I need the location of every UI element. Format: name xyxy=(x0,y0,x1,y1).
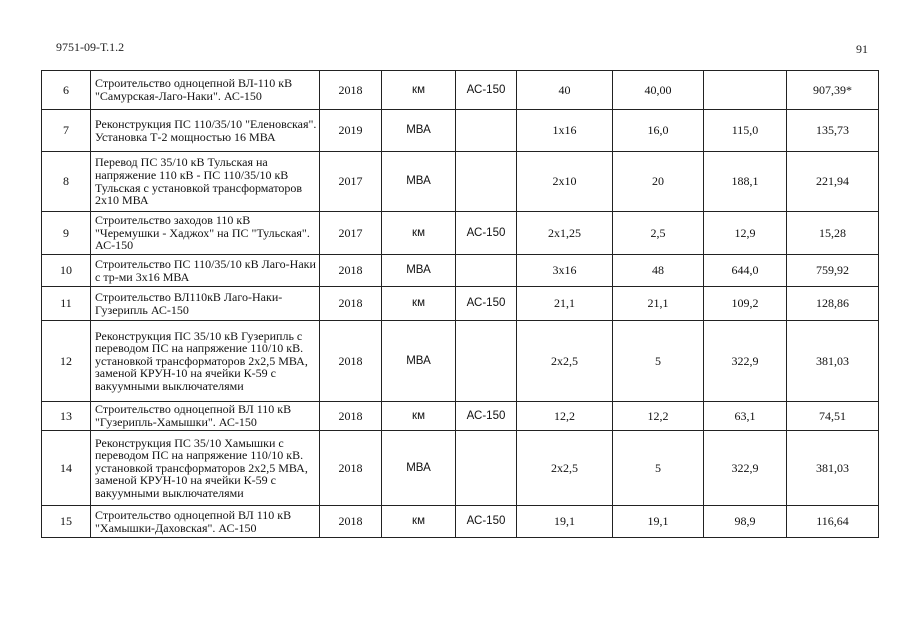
row-capacity: 2х10 xyxy=(517,152,613,212)
row-cost-current: 221,94 xyxy=(787,152,879,212)
row-unit: км xyxy=(382,402,456,431)
row-cost-base xyxy=(704,71,787,110)
document-code: 9751-09-Т.1.2 xyxy=(56,40,125,54)
row-number: 11 xyxy=(42,287,91,321)
row-number: 12 xyxy=(42,321,91,402)
row-capacity: 2х2,5 xyxy=(517,431,613,506)
row-number: 6 xyxy=(42,71,91,110)
row-cost-current: 759,92 xyxy=(787,255,879,287)
row-capacity: 1х16 xyxy=(517,110,613,152)
row-cost-base: 109,2 xyxy=(704,287,787,321)
row-number: 7 xyxy=(42,110,91,152)
row-number: 14 xyxy=(42,431,91,506)
row-unit: МВА xyxy=(382,255,456,287)
row-unit: МВА xyxy=(382,152,456,212)
row-description: Строительство ВЛ110кВ Лаго-Наки-Гузерипль АС-150 xyxy=(91,287,320,321)
row-number: 10 xyxy=(42,255,91,287)
row-capacity: 21,1 xyxy=(517,287,613,321)
row-cost-current: 116,64 xyxy=(787,506,879,538)
row-unit: км xyxy=(382,71,456,110)
row-description: Строительство заходов 110 кВ "Черемушки - Хаджох" на ПС "Тульская". АС-150 xyxy=(91,212,320,255)
row-cost-base: 98,9 xyxy=(704,506,787,538)
row-year: 2018 xyxy=(320,431,382,506)
row-unit: км xyxy=(382,212,456,255)
row-number: 15 xyxy=(42,506,91,538)
row-total: 5 xyxy=(613,431,704,506)
row-cost-base: 12,9 xyxy=(704,212,787,255)
row-total: 20 xyxy=(613,152,704,212)
row-wire-type xyxy=(456,255,517,287)
row-capacity: 19,1 xyxy=(517,506,613,538)
row-year: 2019 xyxy=(320,110,382,152)
row-total: 21,1 xyxy=(613,287,704,321)
row-unit: МВА xyxy=(382,321,456,402)
row-description: Перевод ПС 35/10 кВ Тульская на напряжение 110 кВ - ПС 110/35/10 кВ Тульская с установкой трансформаторов 2х10 МВА xyxy=(91,152,320,212)
row-total: 12,2 xyxy=(613,402,704,431)
row-unit: МВА xyxy=(382,110,456,152)
row-total: 40,00 xyxy=(613,71,704,110)
row-wire-type: АС-150 xyxy=(456,402,517,431)
row-cost-current: 907,39* xyxy=(787,71,879,110)
row-year: 2018 xyxy=(320,287,382,321)
row-unit: км xyxy=(382,287,456,321)
row-description: Реконструкция ПС 35/10 Хамышки с переводом ПС на напряжение 110/10 кВ. установкой трансформаторов 2х2,5 МВА, заменой КРУН-10 на ячейки К-59 с вакуумными выключателями xyxy=(91,431,320,506)
row-description: Строительство одноцепной ВЛ-110 кВ "Самурская-Лаго-Наки". АС-150 xyxy=(91,71,320,110)
row-cost-current: 381,03 xyxy=(787,321,879,402)
row-total: 5 xyxy=(613,321,704,402)
row-unit: МВА xyxy=(382,431,456,506)
row-description: Реконструкция ПС 110/35/10 "Еленовская". Установка Т-2 мощностью 16 МВА xyxy=(91,110,320,152)
table-row xyxy=(42,152,879,212)
table-row xyxy=(42,431,879,506)
row-capacity: 2х2,5 xyxy=(517,321,613,402)
row-year: 2018 xyxy=(320,402,382,431)
row-cost-base: 188,1 xyxy=(704,152,787,212)
row-cost-current: 74,51 xyxy=(787,402,879,431)
row-wire-type: АС-150 xyxy=(456,212,517,255)
row-cost-base: 322,9 xyxy=(704,321,787,402)
row-capacity: 40 xyxy=(517,71,613,110)
row-year: 2018 xyxy=(320,255,382,287)
row-total: 48 xyxy=(613,255,704,287)
row-description: Строительство одноцепной ВЛ 110 кВ "Гузерипль-Хамышки". АС-150 xyxy=(91,402,320,431)
row-wire-type xyxy=(456,110,517,152)
row-capacity: 12,2 xyxy=(517,402,613,431)
row-description: Реконструкция ПС 35/10 кВ Гузерипль с переводом ПС на напряжение 110/10 кВ. установкой трансформаторов 2х2,5 МВА, заменой КРУН-10 на ячейки К-59 с вакуумными выключателями xyxy=(91,321,320,402)
row-cost-current: 128,86 xyxy=(787,287,879,321)
row-total: 19,1 xyxy=(613,506,704,538)
row-cost-base: 322,9 xyxy=(704,431,787,506)
row-unit: км xyxy=(382,506,456,538)
row-year: 2017 xyxy=(320,152,382,212)
table-row xyxy=(42,321,879,402)
table-row xyxy=(42,255,879,287)
row-year: 2018 xyxy=(320,71,382,110)
row-wire-type xyxy=(456,321,517,402)
row-cost-current: 15,28 xyxy=(787,212,879,255)
row-wire-type xyxy=(456,431,517,506)
row-cost-current: 135,73 xyxy=(787,110,879,152)
table-row xyxy=(42,506,879,538)
investment-table xyxy=(41,70,879,538)
row-description: Строительство ПС 110/35/10 кВ Лаго-Наки с тр-ми 3х16 МВА xyxy=(91,255,320,287)
row-description: Строительство одноцепной ВЛ 110 кВ "Хамышки-Даховская". АС-150 xyxy=(91,506,320,538)
row-cost-current: 381,03 xyxy=(787,431,879,506)
page-number: 91 xyxy=(856,42,868,56)
table-row xyxy=(42,402,879,431)
table-row xyxy=(42,71,879,110)
row-wire-type: АС-150 xyxy=(456,506,517,538)
row-wire-type xyxy=(456,152,517,212)
row-number: 8 xyxy=(42,152,91,212)
row-cost-base: 115,0 xyxy=(704,110,787,152)
row-wire-type: АС-150 xyxy=(456,287,517,321)
row-capacity: 2х1,25 xyxy=(517,212,613,255)
row-year: 2017 xyxy=(320,212,382,255)
row-total: 16,0 xyxy=(613,110,704,152)
table-row xyxy=(42,110,879,152)
row-number: 13 xyxy=(42,402,91,431)
row-year: 2018 xyxy=(320,506,382,538)
row-wire-type: АС-150 xyxy=(456,71,517,110)
row-year: 2018 xyxy=(320,321,382,402)
table-row xyxy=(42,212,879,255)
row-capacity: 3х16 xyxy=(517,255,613,287)
row-total: 2,5 xyxy=(613,212,704,255)
row-cost-base: 644,0 xyxy=(704,255,787,287)
row-number: 9 xyxy=(42,212,91,255)
table-row xyxy=(42,287,879,321)
row-cost-base: 63,1 xyxy=(704,402,787,431)
